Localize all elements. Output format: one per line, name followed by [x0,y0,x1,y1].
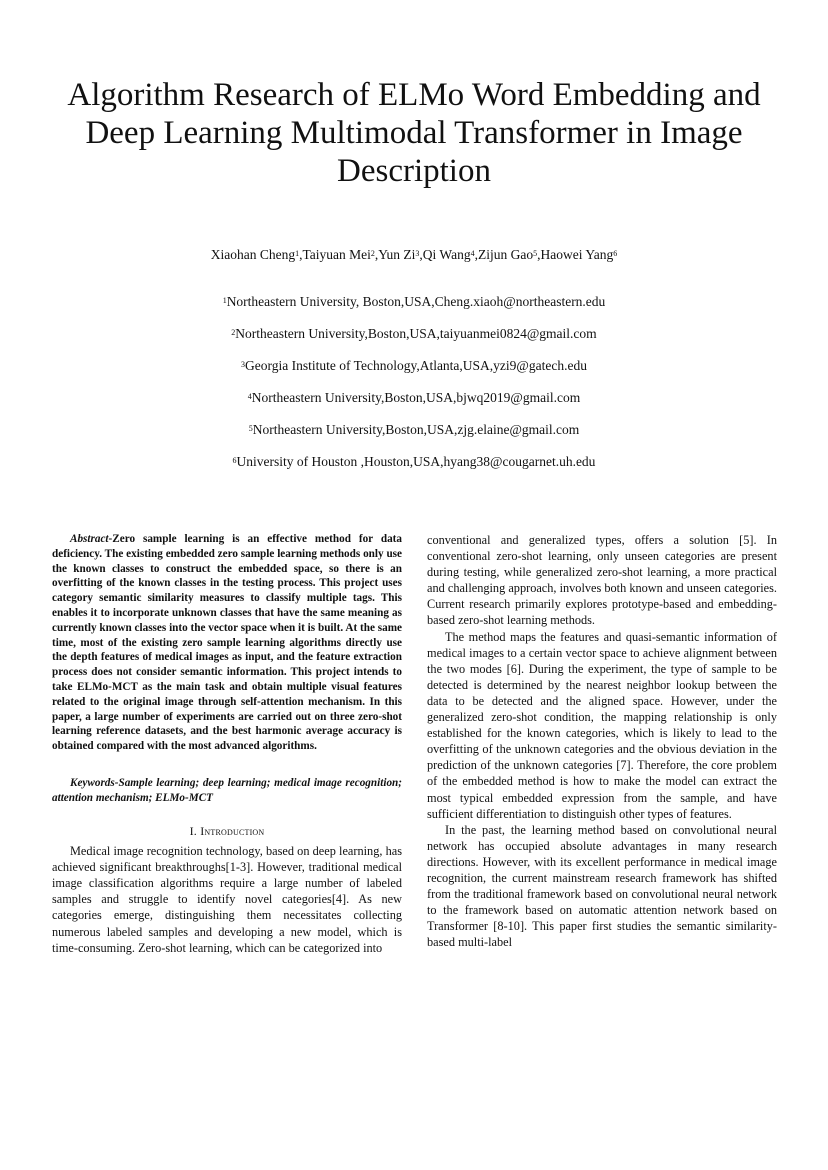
author-name: Taiyuan Mei [302,247,371,262]
affiliation-5 [40,421,788,439]
section-heading [52,823,402,839]
abstract-lead: Abstract [70,533,109,545]
affiliation-text: Georgia Institute of Technology,Atlanta,USA,yzi9@gatech.edu [245,358,587,373]
affiliation-2 [40,325,788,343]
affiliation-mark: 4 [247,392,252,401]
affiliation-mark: 3 [241,360,246,369]
abstract-text: -Zero sample learning is an effective method for data deficiency. The existing embedded zero sample learning methods only use the known classes to construct the embedded space, so there is an overfitting of the known classes in the testing process. This project uses category semantic similarity measures to classify multiple tags. This enables it to incorporate unknown classes that have the same meaning as currently known classes into the vector space when it is built. At the same time, most of the existing zero sample learning algorithms directly use the depth features of medical images as input, and the feature extraction process does not consider semantic information. This project intends to take ELMo-MCT as the main task and obtain multiple visual features related to the original image through self-attention mechanism. In this paper, a large number of experiments are carried out on three zero-shot learning reference datasets, and the best harmonic average accuracy is obtained compared with the most advanced algorithms. [52,533,402,753]
body-paragraph: In the past, the learning method based on convolutional neural network has occupied absolute advantages in many research directions. However, with its excellent performance in medical image recognition, the current mainstream research framework has shifted from the traditional framework based on convolutional neural network to the framework based on automatic attention network based on Transformer [8-10]. This paper first studies the semantic similarity-based multi-label [427,822,777,950]
body-paragraph: The method maps the features and quasi-semantic information of medical images to a certain vector space to achieve alignment between the two modes [6]. During the experiment, the type of sample to be detected is determined by the nearest neighbor lookup between the data to be detected and the aligned space. However, under the generalized zero-shot condition, the mapping relationship is only established for the known categories, which is likely to lead to the overfitting of the unknown categories and the obvious deviation in the prediction of the unknown categories [7]. Therefore, the core problem of the embedded method is how to make the model can extract the most typical embedded expression from the sample, and have sufficient differentiation to distinguish other types of features. [427,629,777,821]
affiliation-text: Northeastern University, Boston,USA,Cheng.xiaoh@northeastern.edu [226,294,606,309]
affiliation-3 [40,357,788,375]
abstract [52,532,402,754]
author-name: Zijun Gao [477,247,534,262]
author-mark: 4 [470,249,475,258]
affiliation-4 [40,389,788,407]
affiliation-mark: 1 [222,296,227,305]
affiliation-mark: 2 [231,328,236,337]
body-paragraph: Medical image recognition technology, based on deep learning, has achieved significant breakthroughs[1-3]. However, traditional medical image classification algorithms require a large number of labeled samples and struggle to identify novel categories[4]. As new categories emerge, distinguishing them necessitates collecting numerous labeled samples and developing a new model, which is time-consuming. Zero-shot learning, which can be categorized into [52,844,402,955]
title-line: Algorithm Research of ELMo Word Embedding and [67,77,761,113]
keywords: Keywords-Sample learning; deep learning; medical image recognition; attention mechanism; ELMo-MCT [52,776,402,804]
author-mark: 6 [613,249,618,258]
affiliation-1 [40,293,788,311]
author-mark: 5 [533,249,538,258]
left-column [52,532,402,956]
section-title: Introduction [200,823,265,838]
author-name: Qi Wang [422,247,471,262]
paper-title [40,76,788,190]
affiliation-mark: 6 [232,456,237,465]
section-number: I. [189,823,198,838]
affiliation-text: University of Houston ,Houston,USA,hyang38@cougarnet.uh.edu [236,454,596,469]
author-name: Yun Zi [378,247,416,262]
affiliation-text: Northeastern University,Boston,USA,zjg.elaine@gmail.com [252,422,580,437]
author-mark: 3 [415,249,420,258]
affiliation-mark: 5 [248,424,253,433]
right-column [427,532,777,950]
affiliation-text: Northeastern University,Boston,USA,bjwq2019@gmail.com [251,390,581,405]
author-name: Haowei Yang [540,247,614,262]
title-line: Deep Learning Multimodal Transformer in Image [85,115,743,151]
author-name: Xiaohan Cheng [210,247,296,262]
body-paragraph: conventional and generalized types, offers a solution [5]. In conventional zero-shot learning, only unseen categories are present during testing, while generalized zero-shot learning, a more practical and challenging approach, involves both known and unseen categories. Current research primarily explores prototype-based and embedding-based zero-shot learning methods. [427,533,777,628]
author-list: Xiaohan Cheng$^1$,Taiyuan Mei$^2$,Yun Zi$^3$,Qi Wang$^4$,Zijun Gao$^5$,Haowei Yang$^6$ [210,247,618,262]
affiliation-text: Northeastern University,Boston,USA,taiyuanmei0824@gmail.com [235,326,597,341]
affiliation-6 [40,453,788,471]
title-line: Description [337,153,491,189]
author-mark: 2 [370,249,375,258]
author-mark: 1 [295,249,300,258]
